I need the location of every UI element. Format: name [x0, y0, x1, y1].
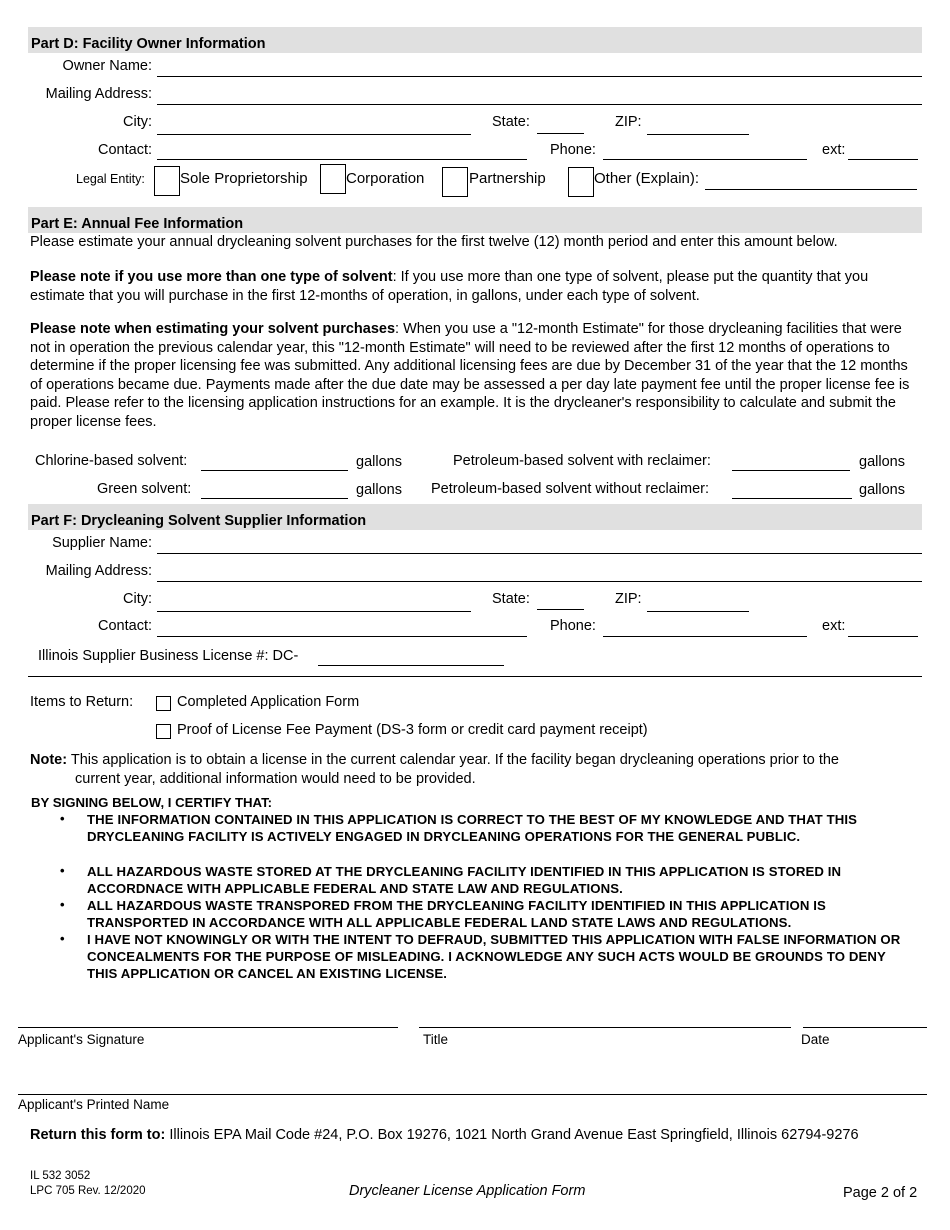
petro-without-gallons-label: gallons — [859, 482, 905, 498]
note-estimating-text: : When you use a "12-month Estimate" for those drycleaning facilities that were not in operation the previous calendar year, this "12-month Estimate" will need to be reviewed after the first 12 months of operations to determine if the proper licensing fee was submitted. Any additional licensing fees are due by December 31 of the year that the 12 months of operations became due. Payments made after the due date may be assessed a per day late payment fee until the proper license fee is paid. Please refer to the licensing application instructions for an example. It is the drycleaner's responsibility to calculate and submit the proper license fees. — [30, 321, 910, 430]
note-estimating-bold: Please note when estimating your solvent purchases — [30, 321, 396, 337]
note-line-2: current year, additional information would need to be provided. — [75, 771, 476, 787]
supplier-contact-label: Contact: — [98, 618, 152, 634]
supplier-zip-label: ZIP: — [615, 591, 642, 607]
chlorine-gallons-label: gallons — [356, 454, 402, 470]
certify-statement-2: ALL HAZARDOUS WASTE STORED AT THE DRYCLEANING FACILITY IDENTIFIED IN THIS APPLICATION IS STORED IN ACCORDNACE WITH APPLICABLE FEDERAL AND STATE LAW AND REGULATIONS. — [87, 864, 842, 896]
supplier-ext-field[interactable] — [848, 636, 918, 637]
certify-statement-3: ALL HAZARDOUS WASTE TRANSPORED FROM THE DRYCLEANING FACILITY IDENTIFIED IN THIS APPLICATION IS TRANSPORTED IN ACCORDANCE WITH ALL APPLICABLE FEDERAL LAND STATE LAWS AND REGULATIONS. — [87, 898, 826, 930]
note-multiple-solvents-bold: Please note if you use more than one type of solvent — [30, 269, 393, 285]
supplier-license-field[interactable] — [318, 665, 504, 666]
phone-field[interactable] — [603, 159, 807, 160]
zip-label: ZIP: — [615, 114, 642, 130]
supplier-zip-field[interactable] — [647, 611, 749, 612]
bullet-1: • — [60, 811, 65, 826]
supplier-phone-label: Phone: — [550, 618, 596, 634]
supplier-city-label: City: — [123, 591, 152, 607]
return-bold: Return this form to: — [30, 1127, 166, 1143]
note-multiple-solvents-text: : If you use more than one type of solvent, please put the quantity that you estimate that you will purchase in the first 12-months of operation, in gallons, under each type of solvent. — [30, 269, 869, 304]
other-label: Other (Explain): — [594, 170, 700, 187]
printed-name-line[interactable] — [18, 1094, 927, 1095]
page-number: Page 2 of 2 — [843, 1185, 918, 1201]
partnership-checkbox[interactable] — [442, 167, 468, 197]
petro-without-reclaimer-label: Petroleum-based solvent without reclaimer: — [431, 481, 710, 497]
note-text-1: This application is to obtain a license in the current calendar year. If the facility began drycleaning operations prior to the — [70, 752, 839, 768]
completed-application-checkbox[interactable] — [156, 696, 171, 711]
green-solvent-label: Green solvent: — [97, 481, 192, 497]
other-checkbox[interactable] — [568, 167, 594, 197]
bullet-2: • — [60, 863, 65, 878]
sole-proprietorship-checkbox[interactable] — [154, 166, 180, 196]
corporation-label: Corporation — [346, 170, 425, 187]
note-multiple-solvents — [30, 268, 920, 305]
petro-with-gallons-label: gallons — [859, 454, 905, 470]
part-d-header: Part D: Facility Owner Information — [28, 27, 922, 53]
supplier-state-field[interactable] — [537, 609, 584, 610]
zip-field[interactable] — [647, 134, 749, 135]
state-field[interactable] — [537, 133, 584, 134]
supplier-city-field[interactable] — [157, 611, 471, 612]
owner-name-label: Owner Name: — [62, 58, 152, 74]
supplier-mailing-address-field[interactable] — [157, 581, 922, 582]
petro-without-reclaimer-field[interactable] — [732, 498, 852, 499]
bullet-4: • — [60, 931, 65, 946]
note-line-1 — [30, 752, 839, 768]
contact-field[interactable] — [157, 159, 527, 160]
mailing-address-field[interactable] — [157, 104, 922, 105]
items-to-return-label: Items to Return: — [30, 694, 134, 710]
title-line[interactable] — [419, 1027, 791, 1028]
signature-line[interactable] — [18, 1027, 398, 1028]
ext-field[interactable] — [848, 159, 918, 160]
supplier-state-label: State: — [492, 591, 530, 607]
bullet-3: • — [60, 897, 65, 912]
certify-heading: BY SIGNING BELOW, I CERTIFY THAT: — [31, 795, 273, 810]
title-label: Title — [423, 1032, 449, 1047]
fee-payment-proof-label: Proof of License Fee Payment (DS-3 form or credit card payment receipt) — [177, 722, 648, 738]
corporation-checkbox[interactable] — [320, 164, 346, 194]
part-f-header: Part F: Drycleaning Solvent Supplier Information — [28, 504, 922, 530]
supplier-license-label: Illinois Supplier Business License #: DC- — [38, 648, 299, 664]
form-name: Drycleaner License Application Form — [349, 1183, 586, 1199]
return-address — [30, 1127, 859, 1143]
form-code-2: LPC 705 Rev. 12/2020 — [30, 1185, 146, 1197]
date-line[interactable] — [803, 1027, 927, 1028]
supplier-ext-label: ext: — [822, 618, 846, 634]
city-field[interactable] — [157, 134, 471, 135]
owner-name-field[interactable] — [157, 76, 922, 77]
supplier-name-field[interactable] — [157, 553, 922, 554]
phone-label: Phone: — [550, 142, 596, 158]
certify-statement-4: I HAVE NOT KNOWINGLY OR WITH THE INTENT TO DEFRAUD, SUBMITTED THIS APPLICATION WITH FALSE INFORMATION OR CONCEALMENTS FOR THE PURPOSE OF MISLEADING. I ACKNOWLEDGE ANY SUCH ACTS WOULD BE GROUNDS TO DENY THIS APPLICATION OR CANCEL AN EXISTING LICENSE. — [87, 932, 901, 981]
green-gallons-label: gallons — [356, 482, 402, 498]
part-e-header: Part E: Annual Fee Information — [28, 207, 922, 233]
supplier-phone-field[interactable] — [603, 636, 807, 637]
signature-label: Applicant's Signature — [18, 1032, 145, 1047]
other-explain-field[interactable] — [705, 189, 917, 190]
printed-name-label: Applicant's Printed Name — [18, 1097, 170, 1112]
mailing-address-label: Mailing Address: — [45, 86, 152, 102]
section-divider — [28, 676, 922, 677]
chlorine-solvent-label: Chlorine-based solvent: — [35, 453, 188, 469]
note-bold: Note: — [30, 752, 68, 768]
sole-proprietorship-label: Sole Proprietorship — [180, 170, 308, 187]
completed-application-label: Completed Application Form — [177, 694, 360, 710]
chlorine-solvent-field[interactable] — [201, 470, 348, 471]
form-code-1: IL 532 3052 — [30, 1170, 91, 1182]
date-label: Date — [801, 1032, 830, 1047]
supplier-contact-field[interactable] — [157, 636, 527, 637]
city-label: City: — [123, 114, 152, 130]
partnership-label: Partnership — [469, 170, 546, 187]
state-label: State: — [492, 114, 530, 130]
annual-fee-intro: Please estimate your annual drycleaning solvent purchases for the first twelve (12) month period and enter this amount below. — [30, 234, 838, 250]
legal-entity-label: Legal Entity: — [76, 172, 145, 186]
petro-with-reclaimer-label: Petroleum-based solvent with reclaimer: — [453, 453, 711, 469]
return-text: Illinois EPA Mail Code #24, P.O. Box 19276, 1021 North Grand Avenue East Springfield, Illinois 62794-9276 — [169, 1127, 859, 1143]
green-solvent-field[interactable] — [201, 498, 348, 499]
ext-label: ext: — [822, 142, 846, 158]
note-estimating — [30, 320, 920, 431]
supplier-name-label: Supplier Name: — [52, 535, 152, 551]
certify-statement-1: THE INFORMATION CONTAINED IN THIS APPLICATION IS CORRECT TO THE BEST OF MY KNOWLEDGE AND THAT THIS DRYCLEANING FACILITY IS ACTIVELY ENGAGED IN DRYCLEANING OPERATIONS FOR THE GENERAL PUBLIC. — [87, 812, 858, 844]
fee-payment-proof-checkbox[interactable] — [156, 724, 171, 739]
petro-with-reclaimer-field[interactable] — [732, 470, 850, 471]
supplier-mailing-address-label: Mailing Address: — [45, 563, 152, 579]
contact-label: Contact: — [98, 142, 152, 158]
